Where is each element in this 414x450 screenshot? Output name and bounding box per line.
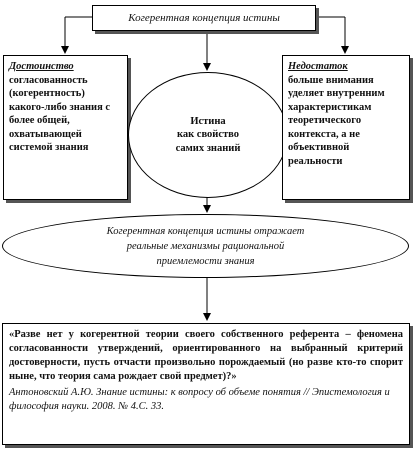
center-line-1: Истина [190,115,226,127]
drawback-box [282,55,410,200]
drawback-text: больше внимания уделяет внутренним характеристикам теоретического контекста, а не объективной реальности [288,74,385,167]
quote-text: «Разве нет у когерентной теории своего собственного референта – феномена согласованности утверждений, ориентированного на выбранный критерий достоверности, пусть отчасти произвольно порождаемый (но разве кто-то спорит ныне, что теория сама рождает свой предмет)?» [9,329,403,382]
center-line-3: самих знаний [175,142,241,154]
conclusion-line-2: реальные механизмы рациональной [126,240,285,252]
conclusion-ellipse [2,214,409,278]
advantage-text: согласованность (когерентность) какого-либо знания с более общей, охватывающей системой знания [9,74,111,153]
title-banner [92,5,316,31]
banner-label: Когерентная концепция истины [128,12,280,24]
drawback-heading: Недостаток [288,61,348,72]
center-line-2: как свойство [176,129,240,141]
quote-box [2,323,410,445]
advantage-box [3,55,128,200]
quote-source: Антоновский А.Ю. Знание истины: к вопросу об объеме понятия // Эпистемология и философия науки. 2008. № 4.С. 33. [9,387,390,412]
center-circle [128,72,288,198]
conclusion-line-3: приемлемости знания [156,255,255,267]
advantage-heading: Достоинство [9,61,74,72]
conclusion-line-1: Когерентная концепция истины отражает [106,225,305,237]
